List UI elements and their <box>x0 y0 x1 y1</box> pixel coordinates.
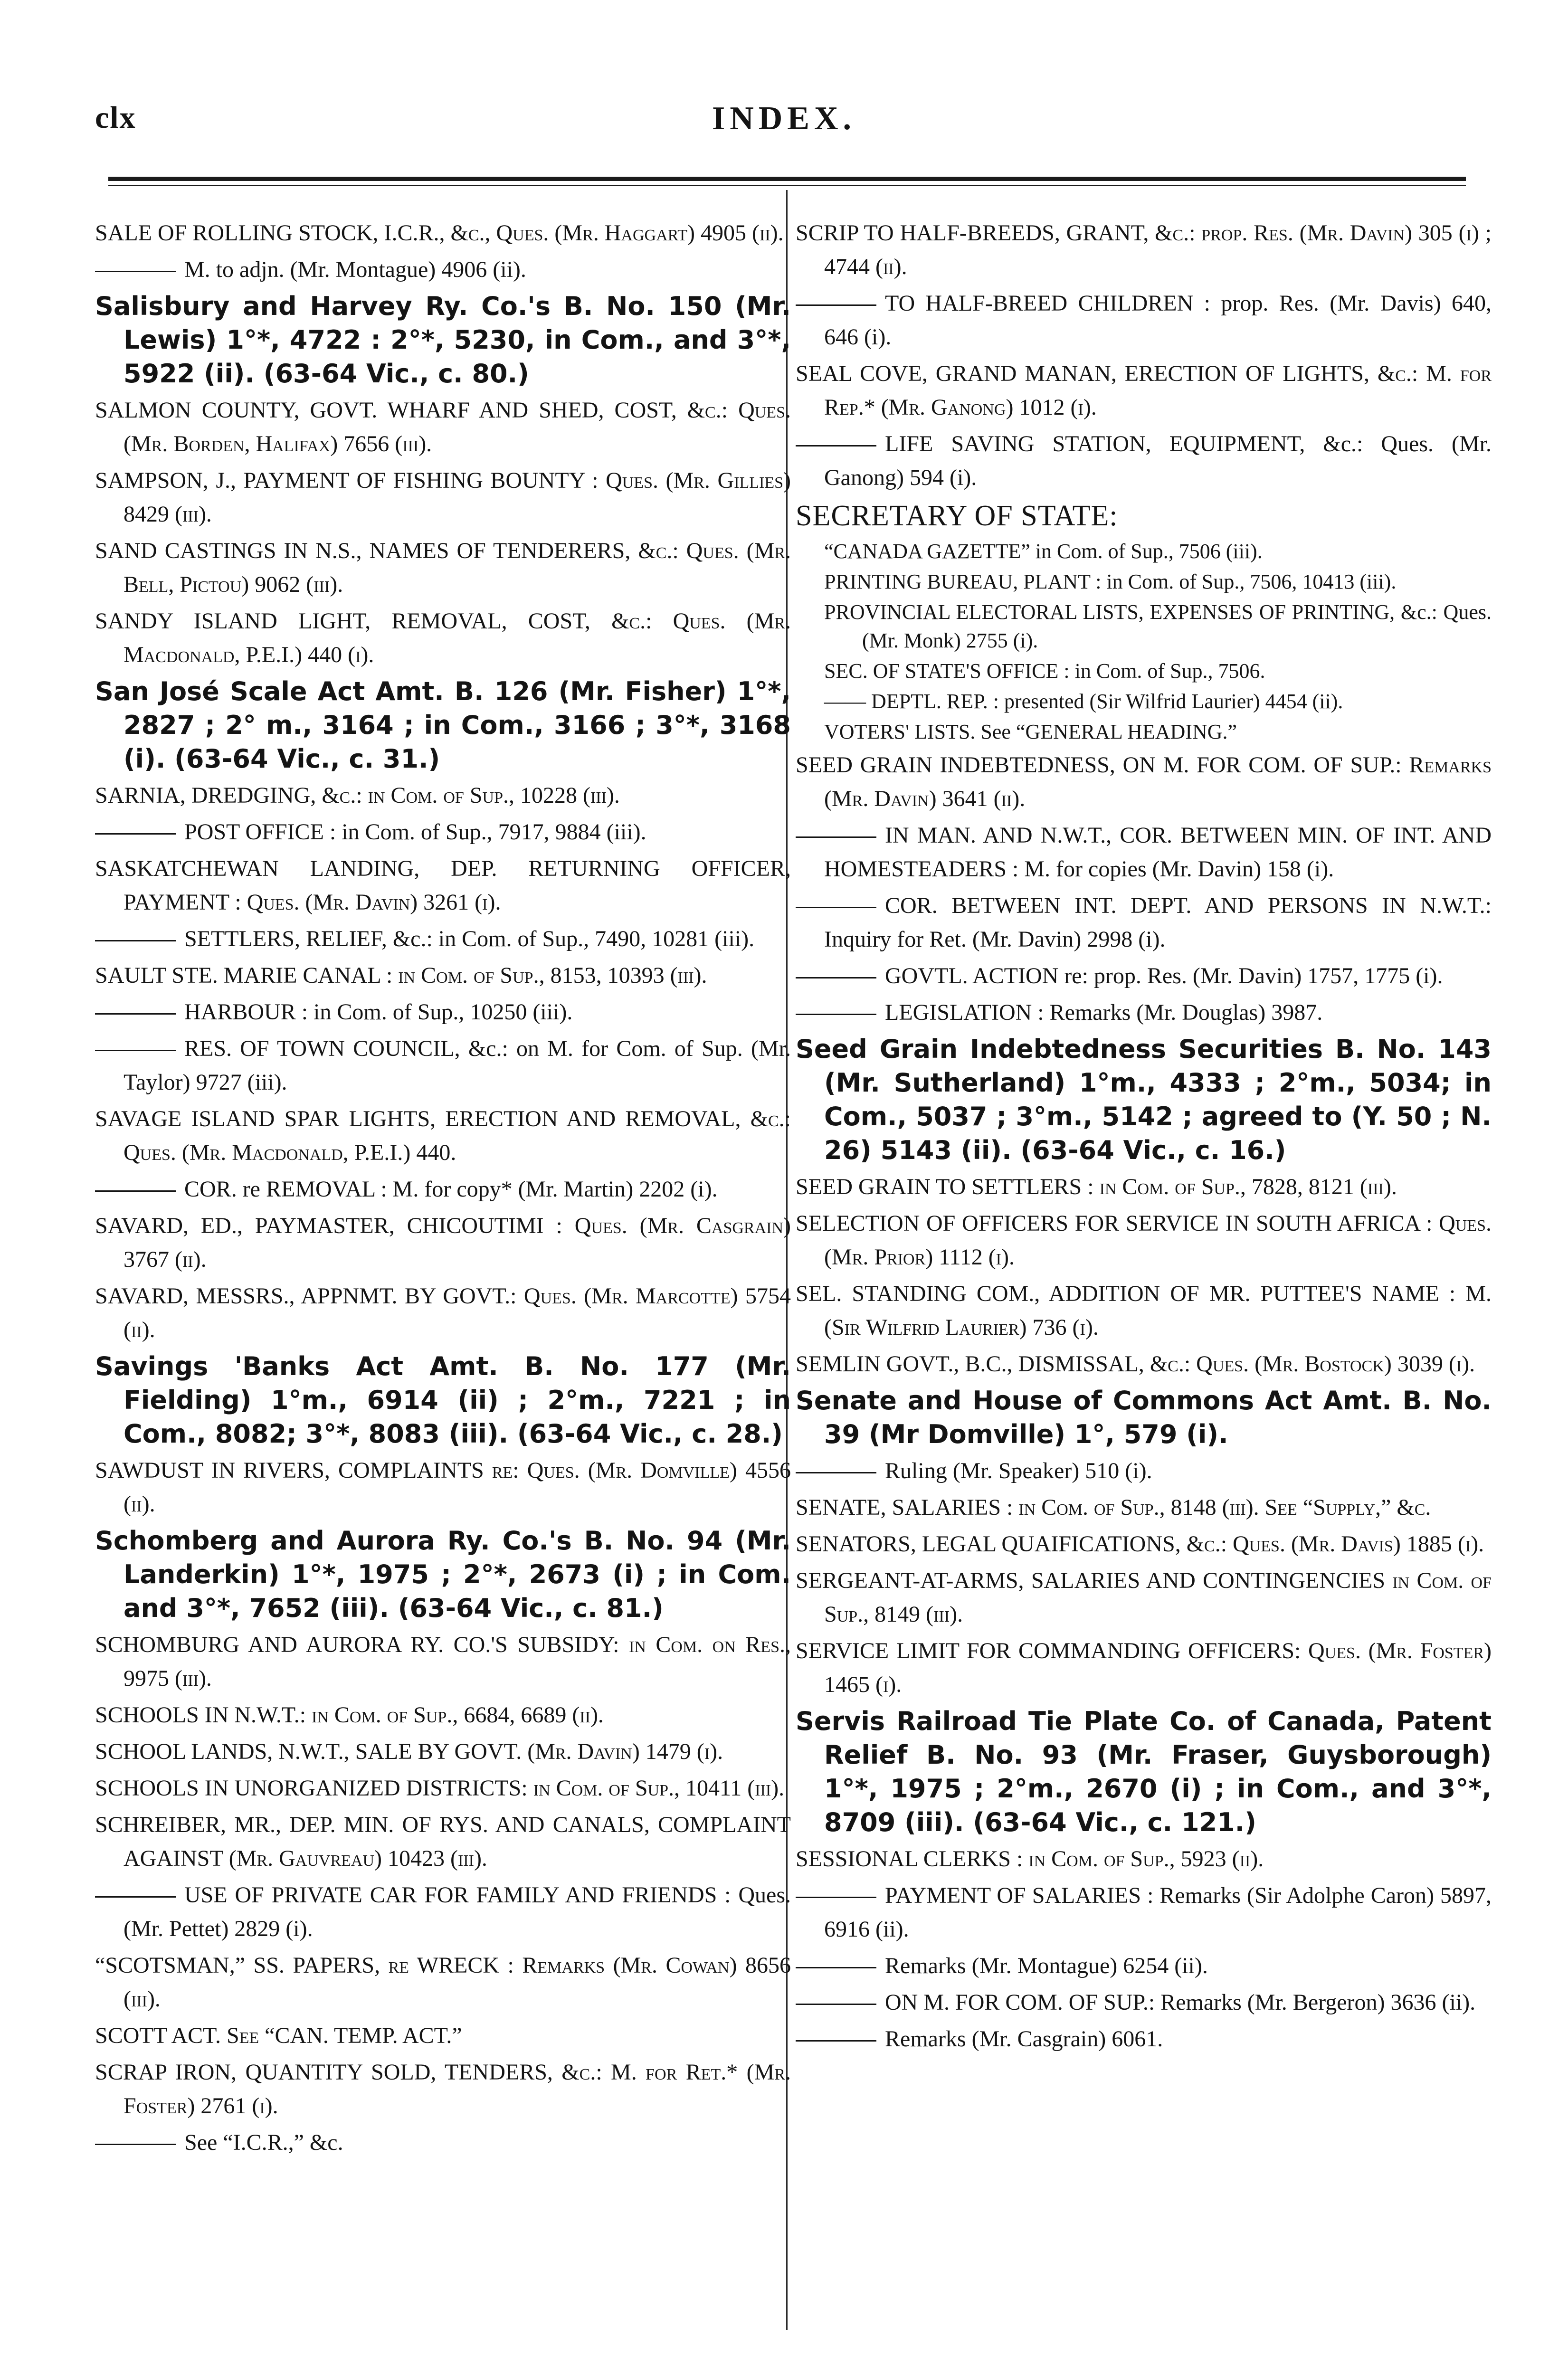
entry-text: LIFE SAVING STATION, EQUIPMENT, &c.: Ques. (Mr. Ganong) 594 (i). <box>824 431 1492 490</box>
entry-text: Seed Grain Indebtedness Securities B. No. 143 (Mr. Sutherland) 1°m., 4333 ; 2°m., 5034; in Com., 5037 ; 3°m., 5142 ; agreed to (Y. 50 ; N. 26) 5143 (ii). (63-64 Vic., c. 16.) <box>796 1034 1492 1165</box>
left-column <box>95 216 791 2162</box>
index-subentry <box>95 1172 791 1206</box>
entry-text: SCRIP TO HALF-BREEDS, GRANT, &c.: prop. Res. (Mr. Davin) 305 (i) ; 4744 (ii). <box>796 220 1492 279</box>
entry-text: SAVAGE ISLAND SPAR LIGHTS, ERECTION AND REMOVAL, &c.: Ques. (Mr. Macdonald, P.E.I.) 440. <box>95 1106 791 1165</box>
index-entry <box>95 534 791 601</box>
entry-text: SALMON COUNTY, GOVT. WHARF AND SHED, COST, &c.: Ques. (Mr. Borden, Halifax) 7656 (iii). <box>95 398 791 456</box>
index-entry <box>95 1628 791 1695</box>
right-column <box>796 216 1492 2059</box>
index-entry <box>95 289 791 390</box>
index-entry <box>796 1842 1492 1876</box>
index-entry <box>95 1102 791 1169</box>
entry-text: POST OFFICE : in Com. of Sup., 7917, 9884 (iii). <box>184 819 646 845</box>
index-subentry <box>95 922 791 956</box>
index-entry <box>95 1771 791 1805</box>
index-subentry <box>796 1454 1492 1488</box>
entry-text: COR. re REMOVAL : M. for copy* (Mr. Martin) 2202 (i). <box>184 1177 718 1202</box>
index-entry <box>796 1704 1492 1839</box>
section-subentry: VOTERS' LISTS. See “GENERAL HEADING.” <box>824 720 1237 743</box>
ditto-dash <box>95 1896 176 1898</box>
ditto-dash <box>796 836 876 838</box>
entry-text: SCHOMBURG AND AURORA RY. CO.'S SUBSIDY: in Com. on Res., 9975 (iii). <box>95 1632 791 1691</box>
section-heading: SECRETARY OF STATE: <box>796 500 1118 532</box>
entry-text: Ruling (Mr. Speaker) 510 (i). <box>885 1458 1152 1483</box>
page-number: clx <box>95 100 136 135</box>
index-subentry <box>95 995 791 1029</box>
ditto-dash <box>796 1967 876 1968</box>
entry-text: Schomberg and Aurora Ry. Co.'s B. No. 94 (Mr. Landerkin) 1°*, 1975 ; 2°*, 2673 (i) ; in Com. and 3°*, 7652 (iii). (63-64 Vic., c. 81.) <box>95 1526 791 1623</box>
index-entry <box>796 1347 1492 1381</box>
index-entry <box>796 748 1492 816</box>
index-entry <box>95 1279 791 1347</box>
entry-text: See “I.C.R.,” &c. <box>184 2130 343 2155</box>
entry-text: Remarks (Mr. Casgrain) 6061. <box>885 2026 1163 2052</box>
left-entries <box>95 216 791 2159</box>
index-entry <box>95 1209 791 1276</box>
section-subentry: PROVINCIAL ELECTORAL LISTS, EXPENSES OF PRINTING, &c.: Ques. (Mr. Monk) 2755 (i). <box>824 600 1492 652</box>
page-title: INDEX. <box>712 100 856 137</box>
entry-text: USE OF PRIVATE CAR FOR FAMILY AND FRIENDS : Ques. (Mr. Pettet) 2829 (i). <box>124 1882 791 1941</box>
entry-text: SEL. STANDING COM., ADDITION OF MR. PUTTEE'S NAME : M. (Sir Wilfrid Laurier) 736 (i). <box>796 1281 1492 1340</box>
index-subentry <box>796 1949 1492 1983</box>
entry-text: Savings 'Banks Act Amt. B. No. 177 (Mr. Fielding) 1°m., 6914 (ii) ; 2°m., 7221 ; in Com., 8082; 3°*, 8083 (iii). (63-64 Vic., c. 28.) <box>95 1351 791 1449</box>
index-entry <box>796 216 1492 284</box>
index-entry <box>95 852 791 919</box>
index-entry <box>95 674 791 776</box>
entry-text: SCOTT ACT. See “CAN. TEMP. ACT.” <box>95 2023 462 2048</box>
index-entry <box>796 1634 1492 1701</box>
ditto-dash <box>796 1014 876 1015</box>
ditto-dash <box>796 304 876 306</box>
entry-text: SCHOOL LANDS, N.W.T., SALE BY GOVT. (Mr. Davin) 1479 (i). <box>95 1739 723 1764</box>
ditto-dash <box>95 940 176 941</box>
entry-text: SETTLERS, RELIEF, &c.: in Com. of Sup., 7490, 10281 (iii). <box>184 926 755 951</box>
entry-text: SCHOOLS IN UNORGANIZED DISTRICTS: in Com. of Sup., 10411 (iii). <box>95 1776 785 1801</box>
index-subentry <box>796 286 1492 354</box>
ditto-dash <box>796 907 876 908</box>
entry-text: SEED GRAIN INDEBTEDNESS, ON M. FOR COM. OF SUP.: Remarks (Mr. Davin) 3641 (ii). <box>796 752 1492 811</box>
right-entries-top <box>796 216 1492 494</box>
ditto-dash <box>95 271 176 272</box>
entry-text: Senate and House of Commons Act Amt. B. No. 39 (Mr Domville) 1°, 579 (i). <box>796 1386 1492 1449</box>
entry-text: SAWDUST IN RIVERS, COMPLAINTS re: Ques. (Mr. Domville) 4556 (ii). <box>95 1458 791 1517</box>
index-entry <box>95 959 791 992</box>
entry-text: SEED GRAIN TO SETTLERS : in Com. of Sup., 7828, 8121 (iii). <box>796 1174 1397 1199</box>
entry-text: SEMLIN GOVT., B.C., DISMISSAL, &c.: Ques. (Mr. Bostock) 3039 (i). <box>796 1351 1475 1377</box>
index-entry <box>95 1948 791 2016</box>
entry-text: SCHOOLS IN N.W.T.: in Com. of Sup., 6684, 6689 (ii). <box>95 1702 604 1728</box>
entry-text: SAMPSON, J., PAYMENT OF FISHING BOUNTY : Ques. (Mr. Gillies) 8429 (iii). <box>95 468 791 527</box>
ditto-dash <box>796 445 876 446</box>
index-subentry <box>796 1879 1492 1946</box>
index-subentry <box>796 818 1492 886</box>
index-entry <box>796 1564 1492 1631</box>
header-rule <box>108 177 1466 181</box>
entry-text: SALE OF ROLLING STOCK, I.C.R., &c., Ques. (Mr. Haggart) 4905 (ii). <box>95 220 784 246</box>
entry-text: IN MAN. AND N.W.T., COR. BETWEEN MIN. OF INT. AND HOMESTEADERS : M. for copies (Mr. Davin) 158 (i). <box>824 823 1492 882</box>
index-entry <box>95 1454 791 1521</box>
index-entry <box>95 779 791 812</box>
index-entry <box>796 357 1492 424</box>
index-subentry <box>796 959 1492 993</box>
entry-text: SAVARD, ED., PAYMASTER, CHICOUTIMI : Ques. (Mr. Casgrain) 3767 (ii). <box>95 1213 791 1272</box>
index-entry <box>796 1170 1492 1204</box>
entry-text: San José Scale Act Amt. B. 126 (Mr. Fisher) 1°*, 2827 ; 2° m., 3164 ; in Com., 3166 ; 3°*, 3168 (i). (63-64 Vic., c. 31.) <box>95 676 791 774</box>
entry-text: SENATE, SALARIES : in Com. of Sup., 8148 (iii). See “Supply,” &c. <box>796 1495 1431 1520</box>
ditto-dash <box>95 1013 176 1015</box>
index-subentry <box>95 815 791 849</box>
ditto-dash <box>95 833 176 835</box>
entry-text: SANDY ISLAND LIGHT, REMOVAL, COST, &c.: Ques. (Mr. Macdonald, P.E.I.) 440 (i). <box>95 608 791 667</box>
index-entry <box>95 216 791 250</box>
entry-text: SELECTION OF OFFICERS FOR SERVICE IN SOUTH AFRICA : Ques. (Mr. Prior) 1112 (i). <box>796 1211 1492 1270</box>
index-entry <box>95 1808 791 1875</box>
section-entries <box>796 537 1492 746</box>
index-subentry <box>796 2022 1492 2056</box>
index-entry <box>95 2019 791 2052</box>
ditto-dash <box>796 1897 876 1898</box>
entry-text: Servis Railroad Tie Plate Co. of Canada, Patent Relief B. No. 93 (Mr. Fraser, Guysborough) 1°*, 1975 ; 2°m., 2670 (i) ; in Com., and 3°*, 8709 (iii). (63-64 Vic., c. 121.) <box>796 1706 1492 1837</box>
index-subentry <box>796 889 1492 956</box>
index-entry <box>95 604 791 672</box>
entry-text: COR. BETWEEN INT. DEPT. AND PERSONS IN N.W.T.: Inquiry for Ret. (Mr. Davin) 2998 (i). <box>824 893 1492 952</box>
index-entry <box>95 1524 791 1625</box>
entry-text: HARBOUR : in Com. of Sup., 10250 (iii). <box>184 999 573 1025</box>
entry-text: SCRAP IRON, QUANTITY SOLD, TENDERS, &c.: M. for Ret.* (Mr. Foster) 2761 (i). <box>95 2060 791 2118</box>
index-entry <box>796 1206 1492 1274</box>
entry-text: ON M. FOR COM. OF SUP.: Remarks (Mr. Bergeron) 3636 (ii). <box>885 1990 1476 2015</box>
index-entry <box>796 1491 1492 1524</box>
index-subentry <box>95 253 791 286</box>
entry-text: SERVICE LIMIT FOR COMMANDING OFFICERS: Ques. (Mr. Foster) 1465 (i). <box>796 1638 1492 1697</box>
section-subentry: —— DEPTL. REP. : presented (Sir Wilfrid Laurier) 4454 (ii). <box>824 690 1343 713</box>
index-subentry <box>95 2126 791 2159</box>
index-entry <box>95 1349 791 1451</box>
right-entries-bottom <box>796 748 1492 2056</box>
index-entry <box>796 1032 1492 1167</box>
section-subentry: PRINTING BUREAU, PLANT : in Com. of Sup., 7506, 10413 (iii). <box>824 570 1397 593</box>
entry-text: M. to adjn. (Mr. Montague) 4906 (ii). <box>184 257 526 282</box>
entry-text: SASKATCHEWAN LANDING, DEP. RETURNING OFFICER, PAYMENT : Ques. (Mr. Davin) 3261 (i). <box>95 856 791 915</box>
entry-text: TO HALF-BREED CHILDREN : prop. Res. (Mr. Davis) 640, 646 (i). <box>824 291 1492 350</box>
ditto-dash <box>95 1050 176 1051</box>
section-subentry: “CANADA GAZETTE” in Com. of Sup., 7506 (iii). <box>824 540 1263 563</box>
index-entry <box>95 464 791 531</box>
entry-text: “SCOTSMAN,” SS. PAPERS, re WRECK : Remarks (Mr. Cowan) 8656 (iii). <box>95 1953 791 2012</box>
ditto-dash <box>796 1472 876 1473</box>
entry-text: SENATORS, LEGAL QUAIFICATIONS, &c.: Ques. (Mr. Davis) 1885 (i). <box>796 1531 1484 1557</box>
entry-text: RES. OF TOWN COUNCIL, &c.: on M. for Com. of Sup. (Mr. Taylor) 9727 (iii). <box>124 1036 791 1095</box>
entry-text: SERGEANT-AT-ARMS, SALARIES AND CONTINGENCIES in Com. of Sup., 8149 (iii). <box>796 1568 1492 1627</box>
index-subentry <box>95 1878 791 1946</box>
index-subentry <box>796 427 1492 494</box>
index-entry <box>796 1384 1492 1451</box>
index-subentry <box>796 1986 1492 2019</box>
section-subentry: SEC. OF STATE'S OFFICE : in Com. of Sup., 7506. <box>824 659 1265 683</box>
ditto-dash <box>796 977 876 978</box>
header-rule-thin <box>108 185 1466 186</box>
entry-text: SAND CASTINGS IN N.S., NAMES OF TENDERERS, &c.: Ques. (Mr. Bell, Pictou) 9062 (iii). <box>95 538 791 597</box>
ditto-dash <box>796 2040 876 2042</box>
entry-text: SCHREIBER, MR., DEP. MIN. OF RYS. AND CANALS, COMPLAINT AGAINST (Mr. Gauvreau) 10423 (iii). <box>95 1812 791 1871</box>
entry-text: SEAL COVE, GRAND MANAN, ERECTION OF LIGHTS, &c.: M. for Rep.* (Mr. Ganong) 1012 (i). <box>796 361 1492 420</box>
index-entry <box>95 393 791 461</box>
entry-text: SESSIONAL CLERKS : in Com. of Sup., 5923 (ii). <box>796 1846 1264 1872</box>
entry-text: GOVTL. ACTION re: prop. Res. (Mr. Davin) 1757, 1775 (i). <box>885 963 1443 988</box>
index-subentry <box>95 1032 791 1099</box>
entry-text: SARNIA, DREDGING, &c.: in Com. of Sup., 10228 (iii). <box>95 783 620 808</box>
entry-text: SAULT STE. MARIE CANAL : in Com. of Sup., 8153, 10393 (iii). <box>95 963 707 988</box>
ditto-dash <box>95 2144 176 2145</box>
entry-text: PAYMENT OF SALARIES : Remarks (Sir Adolphe Caron) 5897, 6916 (ii). <box>824 1883 1492 1942</box>
entry-text: LEGISLATION : Remarks (Mr. Douglas) 3987. <box>885 1000 1323 1025</box>
index-subentry <box>796 996 1492 1029</box>
index-entry <box>95 2055 791 2123</box>
index-entry <box>95 1735 791 1768</box>
index-entry <box>95 1698 791 1732</box>
entry-text: Salisbury and Harvey Ry. Co.'s B. No. 150 (Mr. Lewis) 1°*, 4722 : 2°*, 5230, in Com., and 3°*, 5922 (ii). (63-64 Vic., c. 80.) <box>95 291 791 389</box>
entry-text: SAVARD, MESSRS., APPNMT. BY GOVT.: Ques. (Mr. Marcotte) 5754 (ii). <box>95 1283 791 1342</box>
entry-text: Remarks (Mr. Montague) 6254 (ii). <box>885 1953 1208 1978</box>
index-entry <box>796 1527 1492 1561</box>
ditto-dash <box>796 2004 876 2005</box>
ditto-dash <box>95 1190 176 1192</box>
index-entry <box>796 1277 1492 1344</box>
